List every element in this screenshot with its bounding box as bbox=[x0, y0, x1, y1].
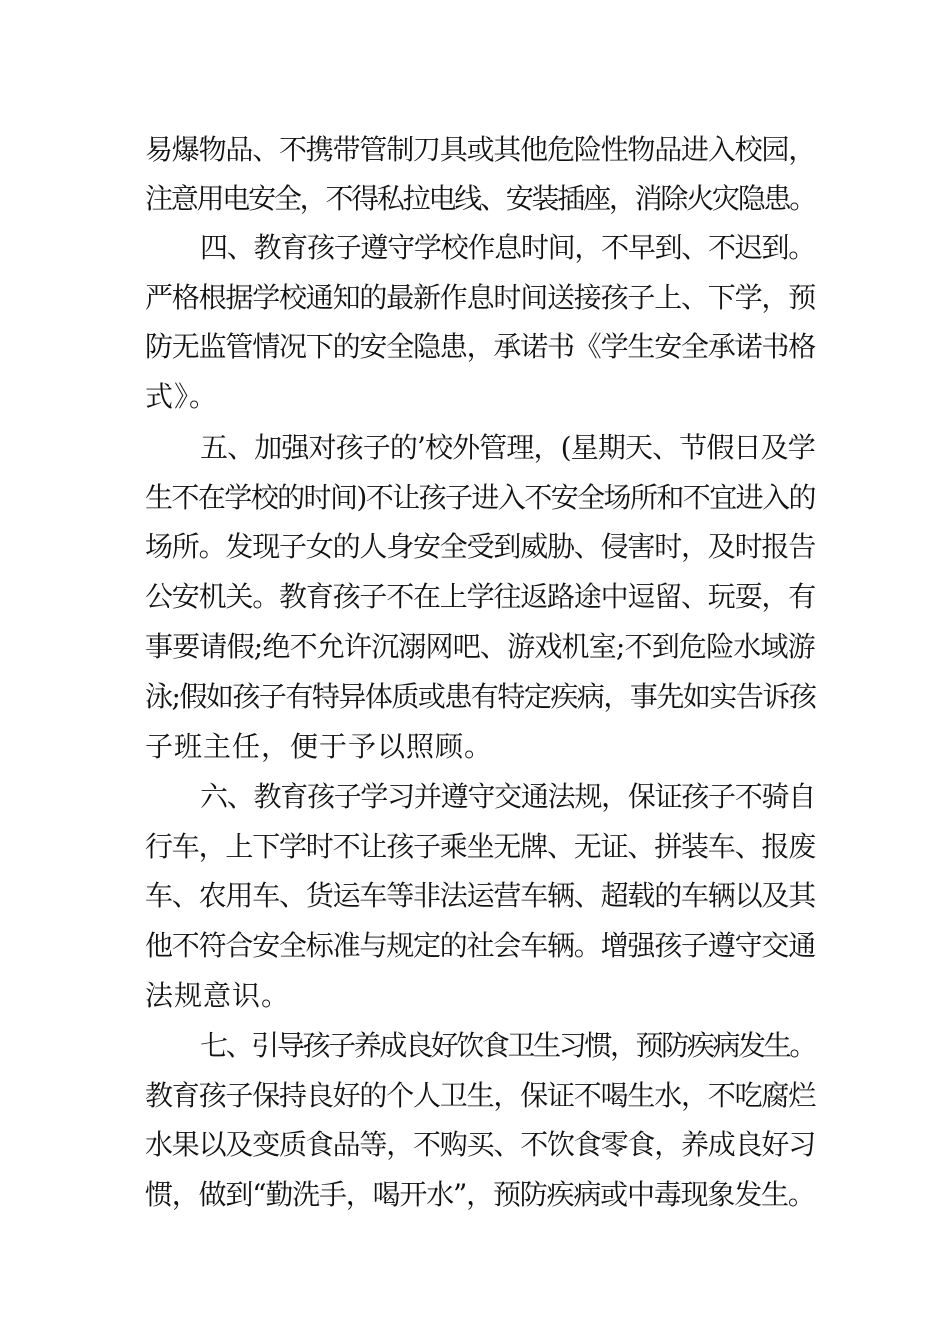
text-line: 注意用电安全，不得私拉电线、安装插座，消除火灾隐患。 bbox=[145, 182, 816, 215]
text-line: 防无监管情况下的安全隐患，承诺书《学生安全承诺书格 bbox=[145, 330, 816, 363]
text-line: 车、农用车、货运车等非法运营车辆、超载的车辆以及其 bbox=[145, 879, 816, 912]
text-line: 惯，做到“勤洗手，喝开水”，预防疾病或中毒现象发生。 bbox=[145, 1178, 815, 1211]
text-line: 子班主任，便于予以照顾。 bbox=[145, 730, 494, 763]
text-line: 教育孩子保持良好的个人卫生，保证不喝生水，不吃腐烂 bbox=[145, 1079, 816, 1112]
paragraph-6-start: 六、教育孩子学习并遵守交通法规，保证孩子不骑自 bbox=[200, 780, 816, 813]
text-line: 事要请假;绝不允许沉溺网吧、游戏机室;不到危险水域游 bbox=[145, 630, 815, 663]
text-line: 法规意识。 bbox=[145, 979, 291, 1012]
text-line: 他不符合安全标准与规定的社会车辆。增强孩子遵守交通 bbox=[145, 929, 816, 962]
text-line: 易爆物品、不携带管制刀具或其他危险性物品进入校园， bbox=[145, 133, 816, 166]
text-line: 泳;假如孩子有特异体质或患有特定疾病，事先如实告诉孩 bbox=[145, 680, 816, 713]
paragraph-7-start: 七、引导孩子养成良好饮食卫生习惯，预防疾病发生。 bbox=[200, 1029, 816, 1062]
text-line: 公安机关。教育孩子不在上学往返路途中逗留、玩耍，有 bbox=[145, 580, 816, 613]
text-line: 严格根据学校通知的最新作息时间送接孩子上、下学，预 bbox=[145, 281, 816, 314]
text-line: 水果以及变质食品等，不购买、不饮食零食，养成良好习 bbox=[145, 1128, 816, 1161]
text-line: 场所。发现子女的人身安全受到威胁、侵害时，及时报告 bbox=[145, 530, 816, 563]
text-line: 行车，上下学时不让孩子乘坐无牌、无证、拼装车、报废 bbox=[145, 830, 816, 863]
text-line: 生不在学校的时间)不让孩子进入不安全场所和不宜进入的 bbox=[145, 481, 815, 514]
paragraph-5-start: 五、加强对孩子的’校外管理，(星期天、节假日及学 bbox=[200, 431, 815, 464]
text-line: 式》。 bbox=[145, 380, 219, 413]
paragraph-4-start: 四、教育孩子遵守学校作息时间，不早到、不迟到。 bbox=[200, 231, 816, 264]
